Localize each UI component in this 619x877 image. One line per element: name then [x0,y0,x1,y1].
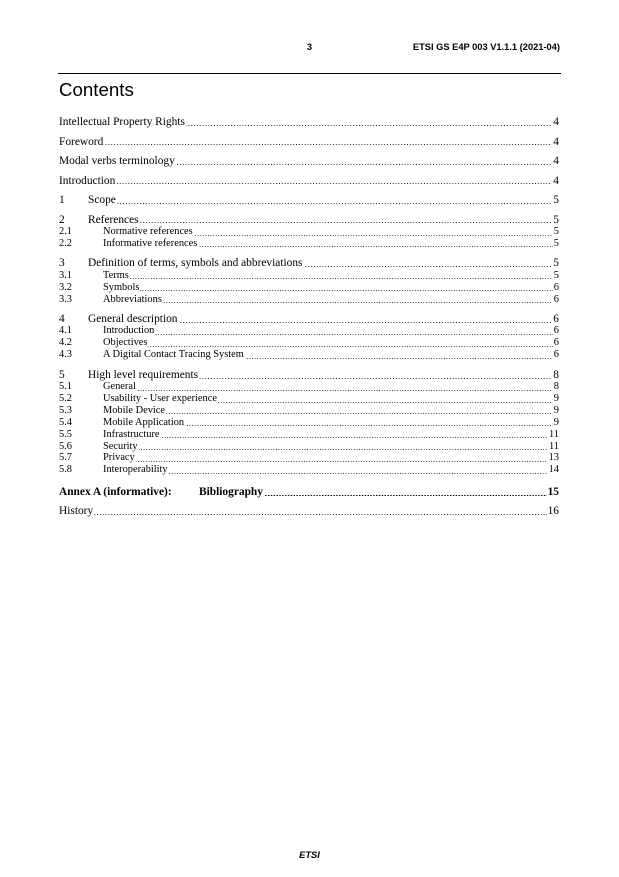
toc-entry-definitions[interactable] [59,257,559,269]
toc-entry-informative-references[interactable] [59,238,559,250]
dot-leader [176,155,553,167]
toc-entry-title: Usability - User experience [103,393,217,405]
toc-page-number: 11 [548,428,559,440]
toc-page-number: 5 [553,226,559,237]
toc-entry-title: Normative references [103,226,193,237]
toc-entry-title: Scope [88,194,116,206]
toc-entry-general[interactable] [59,381,559,393]
clause-number: 5.5 [59,428,72,440]
clause-number: 5.6 [59,440,72,452]
toc-page-number: 9 [553,416,559,428]
toc-entry-normative-references[interactable] [59,226,559,238]
toc-page-number: 5 [553,237,559,249]
clause-number: 1 [59,194,65,206]
toc-page-number: 4 [553,155,559,167]
clause-number: 4.2 [59,337,72,349]
dot-leader [194,226,553,238]
toc-entry-title: Bibliography [199,485,263,498]
toc-page-number: 9 [553,404,559,416]
clause-number: 4 [59,312,65,325]
toc-entry-foreword[interactable] [59,136,559,148]
clause-number: 3.1 [59,269,72,281]
toc-entry-mobile-application[interactable] [59,417,559,429]
dot-leader [140,214,553,226]
toc-clause-2 [59,214,559,250]
clause-number: 5.4 [59,416,72,428]
toc-entry-mobile-device[interactable] [59,405,559,417]
toc-entry-title: High level requirements [88,368,199,381]
dot-leader [169,464,548,476]
toc-entry-symbols[interactable] [59,282,559,294]
toc-entry-title: General description [88,312,178,325]
dot-leader [148,337,552,349]
toc-entry-security[interactable] [59,441,559,453]
toc-entry-intellectual-property-rights[interactable] [59,116,559,128]
dot-leader [179,313,553,325]
clause-number: 4.3 [59,349,72,361]
toc-entry-digital-contact-tracing-system[interactable] [59,349,559,361]
toc-page-number: 14 [548,464,559,476]
dot-leader [137,381,553,393]
toc-entry-infrastructure[interactable] [59,429,559,441]
toc-entry-title: Mobile Device [103,404,166,416]
clause-number: 2.2 [59,237,72,249]
toc-entry-title: References [88,213,139,226]
dot-leader [198,238,552,250]
toc-page-number: 8 [553,381,559,393]
toc-entry-privacy[interactable] [59,452,559,464]
toc-entry-title: Abbreviations [103,293,162,305]
annex-label: Annex A (informative): [59,485,172,498]
toc-entry-history[interactable] [59,505,559,517]
dot-leader [136,452,548,464]
toc-entry-title: Infrastructure [103,428,160,440]
dot-leader [155,325,552,337]
toc-entry-high-level-requirements[interactable] [59,369,559,381]
toc-clause-4 [59,313,559,361]
toc-entry-title: A Digital Contact Tracing System [103,349,244,361]
table-of-contents [59,116,559,517]
toc-entry-title: Introduction [103,325,155,337]
clause-number: 5.7 [59,452,72,464]
toc-entry-title: Terms [103,269,129,281]
toc-page-number: 5 [553,213,559,226]
toc-page-number: 6 [553,349,559,361]
page-header [59,41,560,53]
toc-subclause-list [59,381,559,476]
toc-page-number: 4 [553,174,559,187]
clause-number: 3.2 [59,281,72,293]
toc-page-number: 13 [548,452,559,464]
toc-entry-title: History [59,505,94,518]
toc-entry-objectives[interactable] [59,337,559,349]
toc-subclause-list [59,325,559,361]
toc-page-number: 6 [553,312,559,325]
toc-clause-3 [59,257,559,305]
toc-page-number: 4 [553,135,559,148]
clause-number: 5.3 [59,404,72,416]
toc-clause-5 [59,369,559,477]
clause-number: 3.3 [59,293,72,305]
toc-page-number: 8 [553,368,559,381]
dot-leader [186,116,552,128]
toc-entry-title: Intellectual Property Rights [59,116,185,128]
toc-entry-references[interactable] [59,214,559,226]
toc-subclause-list [59,270,559,306]
dot-leader [117,194,552,206]
toc-entry-modal-verbs-terminology[interactable] [59,155,559,167]
clause-number: 5 [59,368,65,381]
toc-page-number: 5 [553,257,559,270]
toc-entry-title: General [103,381,136,393]
clause-number: 4.1 [59,325,72,337]
dot-leader [245,349,553,361]
dot-leader [139,441,548,453]
clause-number: 5.8 [59,464,72,476]
toc-page-number: 5 [553,194,559,206]
toc-entry-title: Interoperability [103,464,168,476]
toc-entry-title: Symbols [103,281,140,293]
toc-entry-title: Privacy [103,452,135,464]
dot-leader [185,417,553,429]
toc-page-number: 6 [553,293,559,305]
toc-entry-title: Modal verbs terminology [59,155,175,167]
toc-entry-scope[interactable] [59,194,559,206]
document-reference: ETSI GS E4P 003 V1.1.1 (2021-04) [412,42,560,52]
dot-leader [130,270,553,282]
toc-entry-title: Foreword [59,135,104,148]
dot-leader [163,294,553,306]
heading-rule [58,73,561,75]
toc-entry-title: Introduction [59,174,116,187]
clause-number: 5.2 [59,393,72,405]
dot-leader [218,393,553,405]
toc-entry-usability[interactable] [59,393,559,405]
toc-entry-title: Objectives [103,337,148,349]
toc-entry-title: Definition of terms, symbols and abbreviations [88,257,303,270]
toc-entry-title: Informative references [103,237,198,249]
toc-entry-title: Security [103,440,138,452]
dot-leader [94,505,546,517]
dot-leader [199,369,552,381]
dot-leader [161,429,548,441]
toc-page-number: 6 [553,281,559,293]
toc-entry-interoperability[interactable] [59,464,559,476]
toc-page-number: 9 [553,393,559,405]
toc-entry-title: Mobile Application [103,416,185,428]
toc-entry-introduction[interactable] [59,175,559,187]
dot-leader [264,486,547,498]
toc-page-number: 15 [547,485,559,498]
toc-page-number: 16 [547,505,559,518]
toc-page-number: 4 [553,116,559,128]
page-footer [59,849,560,861]
toc-page-number: 5 [553,269,559,281]
dot-leader [304,257,553,269]
toc-subclause-list [59,226,559,250]
toc-page-number: 6 [553,337,559,349]
toc-entry-abbreviations[interactable] [59,294,559,306]
toc-page-number: 6 [553,325,559,337]
header-page-number: 3 [306,42,313,52]
page-title: Contents [59,79,134,100]
toc-entry-introduction-4-1[interactable] [59,325,559,337]
dot-leader [116,175,552,187]
clause-number: 3 [59,257,65,270]
toc-clause-1 [59,194,559,206]
toc-entry-general-description[interactable] [59,313,559,325]
clause-number: 2.1 [59,226,72,237]
footer-organization: ETSI [299,850,320,860]
dot-leader [104,136,552,148]
toc-entry-terms[interactable] [59,270,559,282]
clause-number: 5.1 [59,381,72,393]
dot-leader [140,282,552,294]
clause-number: 2 [59,213,65,226]
toc-page-number: 11 [548,440,559,452]
toc-entry-annex-a-bibliography[interactable] [59,486,559,498]
dot-leader [166,405,553,417]
